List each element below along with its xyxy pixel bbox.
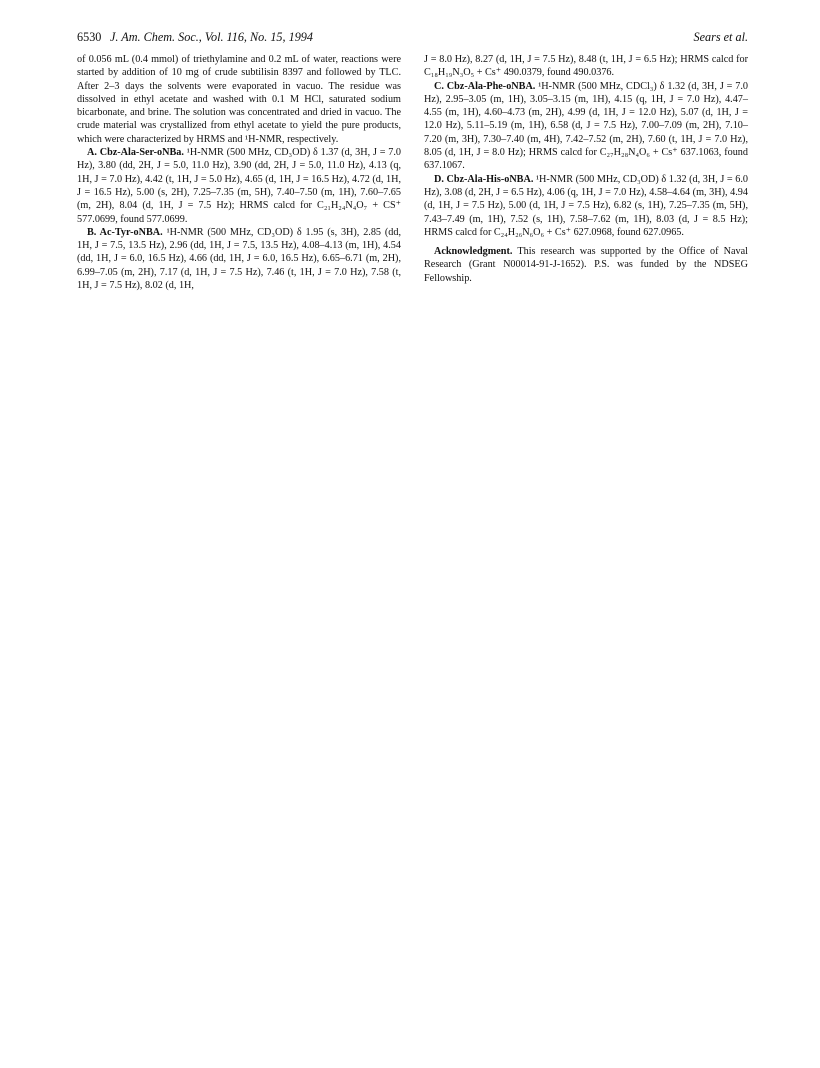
compound-c-data: ¹H-NMR (500 MHz, CDCl₃) δ 1.32 (d, 3H, J = 7.0 Hz), 2.95–3.05 (m, 1H), 3.05–3.15 (m, 1H), 4.15 (q, 1H, J = 7.0 Hz), 4.47–4.55 (m, 1H), 4.60–4.73 (m, 2H), 4.99 (d, 1H, J = 12.0 Hz), 5.07 (d, 1H, J = 12.0 Hz), 5.11–5.19 (m, 1H), 6.58 (d, J = 7.5 Hz), 7.00–7.09 (m, 2H), 7.10–7.20 (m, 3H), 7.30–7.40 (m, 4H), 7.42–7.52 (m, 2H), 7.60 (t, 1H, J = 7.0 Hz), 8.05 (d, 1H, J = 8.0 Hz); HRMS calcd for C₂₇H₂₈N₄O₆ + Cs⁺ 637.1063, found 637.1067. [424, 80, 749, 172]
running-head [77, 28, 748, 46]
compound-a-paragraph [77, 146, 401, 226]
compound-d-data: ¹H-NMR (500 MHz, CD₃OD) δ 1.32 (d, 3H, J = 6.0 Hz), 3.08 (d, 2H, J = 6.5 Hz), 4.06 (q, 1H, J = 7.0 Hz), 4.58–4.64 (m, 3H), 4.94 (d, 1H, J = 7.5 Hz), 5.00 (d, 1H, J = 7.5 Hz), 6.82 (s, 1H), 7.25–7.35 (m, 5H), 7.43–7.49 (m, 1H), 7.52 (s, 1H), 7.58–7.62 (m, 1H), 8.03 (d, J = 8.5 Hz); HRMS calcd for C₂₄H₂₆N₆O₆ + Cs⁺ 627.0968, found 627.0965. [424, 173, 748, 238]
acknowledgment-paragraph [424, 245, 748, 285]
compound-b-heading: B. Ac-Tyr-oNBA. [87, 226, 163, 238]
journal-citation: J. Am. Chem. Soc., Vol. 116, No. 15, 1994 [110, 30, 313, 44]
compound-b-data: ¹H-NMR (500 MHz, CD₃OD) δ 1.95 (s, 3H), 2.85 (dd, 1H, J = 7.5, 13.5 Hz), 2.96 (dd, 1H, J = 7.5, 13.5 Hz), 4.08–4.13 (m, 1H), 4.54 (dd, 1H, J = 6.0, 16.5 Hz), 4.66 (dd, 1H, J = 6.0, 16.5 Hz), 6.65–6.71 (m, 2H), 6.99–7.05 (m, 2H), 7.17 (d, 1H, J = 7.5 Hz), 7.46 (t, 1H, J = 7.0 Hz), 7.58 (t, 1H, J = 7.5 Hz), 8.02 (d, 1H, [77, 226, 401, 292]
compound-d-heading: D. Cbz-Ala-His-oNBA. [434, 173, 534, 185]
compound-a-data: ¹H-NMR (500 MHz, CD₃OD) δ 1.37 (d, 3H, J = 7.0 Hz), 3.80 (dd, 2H, J = 5.0, 11.0 Hz), 3.90 (dd, 2H, J = 5.0, 11.0 Hz), 4.13 (q, 1H, J = 7.0 Hz), 4.42 (t, 1H, J = 5.0 Hz), 4.65 (d, 1H, J = 16.5 Hz), 4.72 (d, 1H, J = 16.5 Hz), 5.00 (s, 2H), 7.25–7.35 (m, 5H), 7.40–7.50 (m, 1H), 7.60–7.65 (m, 2H), 8.04 (d, 1H, J = 7.5 Hz); HRMS calcd for C₂₁H₂₄N₄O₇ + CS⁺ 577.0699, found 577.0699. [77, 147, 402, 225]
left-column [77, 53, 401, 292]
running-head-authors: Sears et al. [693, 30, 748, 44]
procedure-paragraph: of 0.056 mL (0.4 mmol) of triethylamine and 0.2 mL of water, reactions were started by addition of 10 mg of crude subtilisin 8397 and followed by TLC. After 2–3 days the solvents were evaporated in vacuo. The residue was dissolved in ethyl acetate and washed with 0.1 M HCl, saturated sodium bicarbonate, and brine. The solution was concentrated and dried in vacuo. The crude material was crystallized from ethyl acetate to yield the pure products, which were characterized by HRMS and ¹H-NMR, respectively. [77, 54, 401, 145]
acknowledgment-heading: Acknowledgment. [434, 246, 513, 258]
right-column [424, 53, 748, 285]
acknowledgment-text: This research was supported by the Office of Naval Research (Grant N00014-91-J-1652). P.S. was funded by the NDSEG Fellowship. [424, 246, 748, 284]
page-number: 6530 [77, 30, 102, 44]
compound-c-heading: C. Cbz-Ala-Phe-oNBA. [434, 80, 536, 92]
compound-a-heading: A. Cbz-Ala-Ser-oNBa. [87, 147, 184, 159]
compound-c-paragraph [424, 80, 748, 173]
compound-b-paragraph [77, 226, 401, 292]
compound-b-continued: J = 8.0 Hz), 8.27 (d, 1H, J = 7.5 Hz), 8.48 (t, 1H, J = 6.5 Hz); HRMS calcd for C₁₈H₁₉N₃O₅ + Cs⁺ 490.0379, found 490.0376. [424, 54, 748, 79]
compound-d-paragraph [424, 173, 748, 239]
